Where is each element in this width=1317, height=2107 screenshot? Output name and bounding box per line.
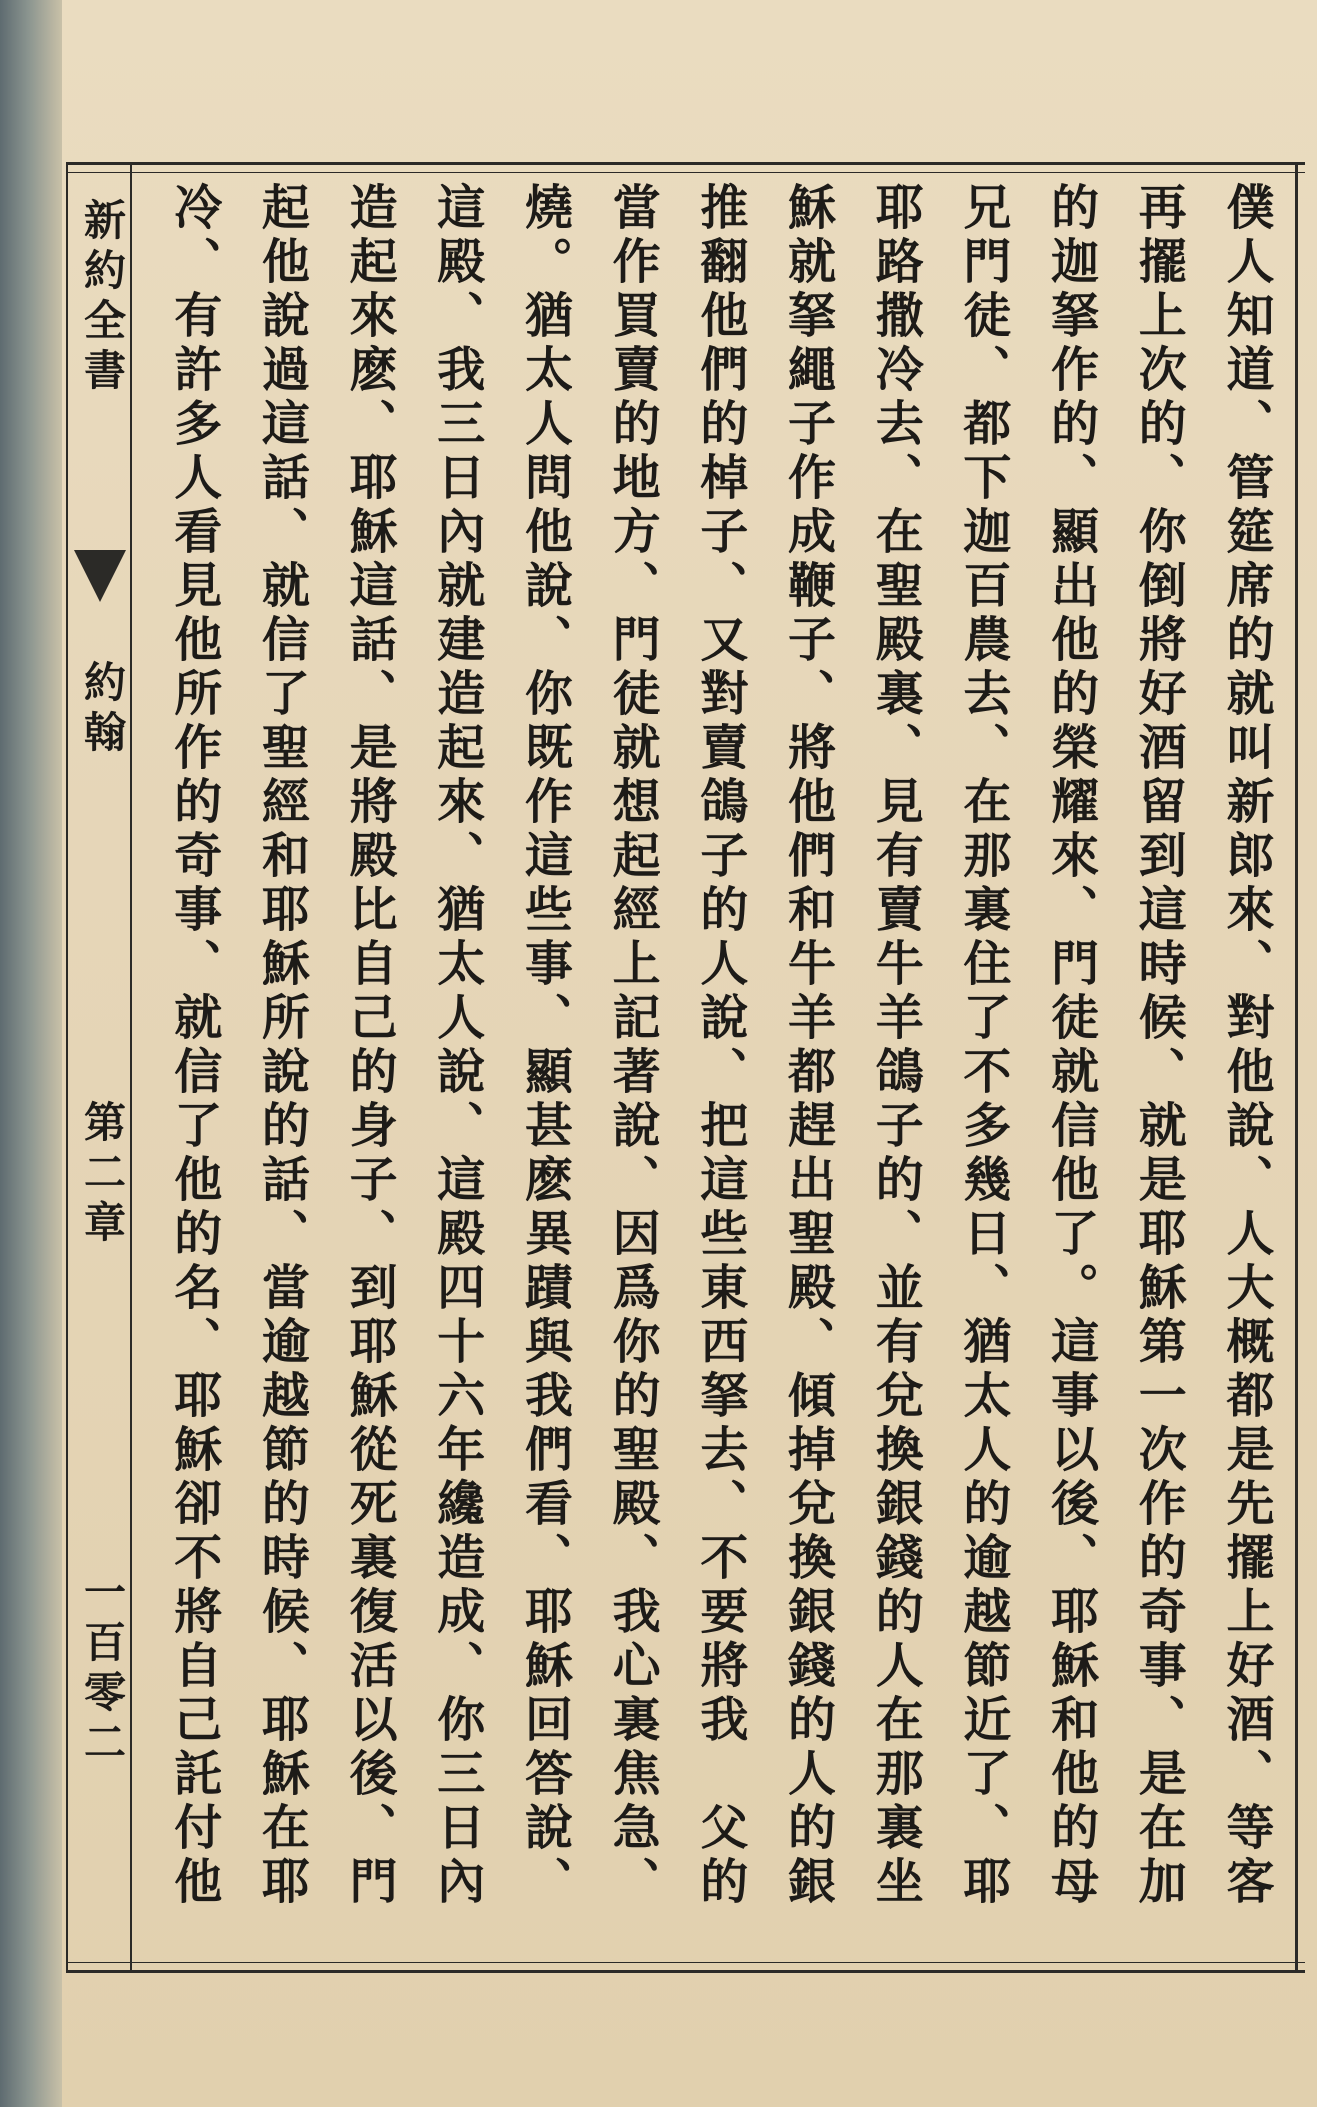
frame-top-rule-thin xyxy=(66,172,1305,173)
frame-top-rule xyxy=(66,162,1305,165)
fish-tail-mark-icon xyxy=(74,550,126,602)
frame-right-rule xyxy=(1295,162,1298,1973)
text-column: 耶路撒冷去、在聖殿裏、見有賣牛羊鴿子的、並有兌換銀錢的人在那裏坐 xyxy=(867,182,924,1910)
text-column: 兄門徒、都下迦百農去、在那裏住了不多幾日、猶太人的逾越節近了、耶 xyxy=(954,182,1011,1910)
text-column: 這殿、我三日內就建造起來、猶太人說、這殿四十六年纔造成、你三日內 xyxy=(428,182,485,1910)
gospel-name: 約翰 xyxy=(78,660,127,760)
book-edge xyxy=(0,0,62,2107)
text-column: 的迦拏作的、顯出他的榮耀來、門徒就信他了。這事以後、耶穌和他的母 xyxy=(1042,182,1099,1910)
text-column: 穌就拏繩子作成鞭子、將他們和牛羊都趕出聖殿、傾掉兌換銀錢的人的銀 xyxy=(779,182,836,1910)
book-title: 新約全書 xyxy=(78,198,127,398)
text-column: 造起來麽、耶穌這話、是將殿比自己的身子、到耶穌從死裏復活以後、門 xyxy=(341,182,398,1910)
text-column: 燒。猶太人問他說、你既作這些事、顯甚麽異蹟與我們看、耶穌回答說、 xyxy=(516,182,573,1910)
text-column: 冷、有許多人看見他所作的奇事、就信了他的名、耶穌卻不將自己託付他 xyxy=(165,182,222,1910)
text-column: 僕人知道、管筵席的就叫新郎來、對他說、人大概都是先擺上好酒、等客 xyxy=(1217,182,1274,1910)
frame-bottom-rule xyxy=(66,1970,1305,1973)
page-number: 一百零二 xyxy=(78,1570,127,1770)
scripture-text xyxy=(150,182,1290,1952)
text-column: 再擺上次的、你倒將好酒留到這時候、就是耶穌第一次作的奇事、是在加 xyxy=(1130,182,1187,1910)
text-column: 起他說過這話、就信了聖經和耶穌所說的話、當逾越節的時候、耶穌在耶 xyxy=(253,182,310,1910)
running-head-column xyxy=(68,190,130,1950)
frame-bottom-rule-thin xyxy=(66,1962,1305,1963)
text-column: 當作買賣的地方、門徒就想起經上記著說、因爲你的聖殿、我心裏焦急、 xyxy=(604,182,661,1910)
text-column: 推翻他們的棹子、又對賣鴿子的人說、把這些東西拏去、不要將我 父的 xyxy=(691,182,748,1910)
chapter-label: 第二章 xyxy=(78,1100,127,1250)
